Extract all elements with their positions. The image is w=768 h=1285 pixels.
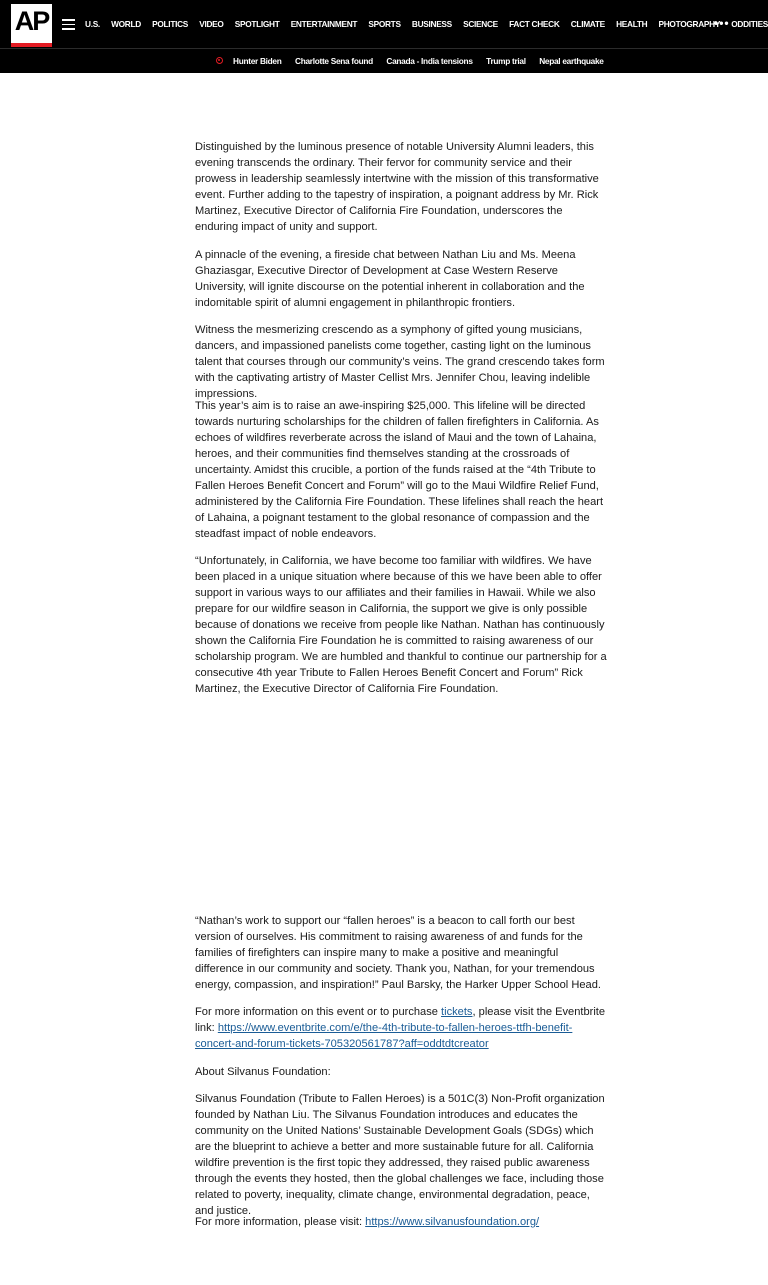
article-paragraph-8 [195, 1064, 608, 1080]
article-paragraph-2 [195, 247, 608, 311]
nav-item-photography[interactable]: PHOTOGRAPHY [658, 19, 721, 29]
ap-logo-text: AP [14, 6, 49, 36]
live-dot-icon [216, 57, 223, 64]
silvanus-foundation-link[interactable]: https://www.silvanusfoundation.org/ [365, 1216, 540, 1228]
paragraph-text: A pinnacle of the evening, a fireside chat between Nathan Liu and Ms. Meena Ghaziasgar, Executive Director of Development at Case Western Reserve University, will ignite discourse on the potential inherent in collaboration and the indomitable spirit of alumni engagement in philanthropic frontiers. [195, 249, 585, 309]
top-nav-bar [0, 0, 768, 48]
hamburger-menu-icon[interactable] [62, 19, 75, 30]
article-paragraph-7 [195, 1004, 608, 1052]
paragraph-text: Witness the mesmerizing crescendo as a symphony of gifted young musicians, dancers, and impassioned panelists come together, casting light on the luminous talent that courses through our community’s veins. The grand crescendo takes form with the captivating artistry of Master Cellist Mrs. Jennifer Chou, leaving indelible impressions. [195, 324, 605, 400]
nav-item-sports[interactable]: SPORTS [368, 19, 401, 29]
paragraph-text: Silvanus Foundation (Tribute to Fallen Heroes) is a 501C(3) Non-Profit organization founded by Nathan Liu. The Silvanus Foundation introduces and educates the community on the United Nations’ Sustainable Development Goals (SDGs) which are the blueprint to achieve a better and more sustainable future for all. California wildfire prevention is the first topic they addressed, they raised public awareness through the events they hosted, then the global challenges we face, including those related to poverty, inequality, climate change, environmental degradation, peace, and justice. [195, 1093, 605, 1217]
article-paragraph-10 [195, 1214, 608, 1230]
nav-item-fact-check[interactable]: FACT CHECK [509, 19, 560, 29]
logo-red-stripe [11, 43, 52, 47]
eventbrite-link[interactable]: https://www.eventbrite.com/e/the-4th-tribute-to-fallen-heroes-ttfh-benefit-concert-and-forum-tickets-705320561787?aff=oddtdtcreator [195, 1022, 573, 1050]
trending-item-nepal-earthquake[interactable]: Nepal earthquake [539, 56, 604, 66]
text-run: For more information on this event or to purchase [195, 1006, 442, 1018]
main-nav [85, 0, 768, 48]
paragraph-text: This year’s aim is to raise an awe-inspiring $25,000. This lifeline will be directed towards nurturing scholarships for the children of fallen firefighters in California. As echoes of wildfires reverberate across the island of Maui and the town of Lahaina, heroes, and their communities find themselves standing at the crossroads of uncertainty. Amidst this crucible, a portion of the funds raised at the “4th Tribute to Fallen Heroes Benefit Concert and Forum” will go to the Maui Wildfire Relief Fund, administered by the California Fire Foundation. These lifelines shall reach the heart of Lahaina, a poignant testament to the global resonance of compassion and the steadfast impact of noble endeavors. [195, 400, 604, 540]
trending-bar [0, 48, 768, 73]
ap-logo[interactable] [11, 4, 52, 47]
nav-item-business[interactable]: BUSINESS [411, 19, 452, 29]
nav-item-entertainment[interactable]: ENTERTAINMENT [290, 19, 358, 29]
nav-item-politics[interactable]: POLITICS [152, 19, 189, 29]
paragraph-text: Distinguished by the luminous presence of notable University Alumni leaders, this evening transcends the ordinary. Their fervor for community service and their prowess in leadership seamlessly intertwine with the mission of this transformative event. Further adding to the tapestry of inspiration, a poignant address by Mr. Rick Martinez, Executive Director of California Fire Foundation, underscores the enduring impact of unity and support. [195, 141, 599, 233]
article-paragraph-6 [195, 913, 608, 993]
more-menu-icon[interactable]: ••• [714, 16, 730, 30]
article-paragraph-3 [195, 322, 608, 402]
article-paragraph-5 [195, 553, 608, 697]
nav-item-health[interactable]: HEALTH [616, 19, 648, 29]
trending-item-canada-india[interactable]: Canada - India tensions [386, 56, 473, 66]
section-heading: About Silvanus Foundation: [195, 1066, 331, 1078]
trending-list [233, 49, 617, 73]
nav-item-science[interactable]: SCIENCE [463, 19, 498, 29]
text-run: , please visit the Eventbrite link: [195, 1006, 606, 1034]
nav-item-video[interactable]: VIDEO [199, 19, 224, 29]
paragraph-text: “Unfortunately, in California, we have become too familiar with wildfires. We have been placed in a unique situation where because of this we have been able to offer support in various ways to our affiliates and their families in Hawaii. While we also prepare for our wildfire season in California, the support we give is only possible because of donations we receive from people like Nathan. Nathan has continuously shown the California Fire Foundation he is committed to raising awareness of our scholarship program. We are humbled and thankful to continue our partnership for a consecutive 4th year Tribute to Fallen Heroes Benefit Concert and Forum” Rick Martinez, the Executive Director of California Fire Foundation. [195, 555, 607, 695]
trending-item-hunter-biden[interactable]: Hunter Biden [233, 56, 282, 66]
article-paragraph-1 [195, 139, 608, 235]
ad-placeholder [195, 712, 608, 902]
nav-item-climate[interactable]: CLIMATE [570, 19, 605, 29]
trending-item-trump-trial[interactable]: Trump trial [486, 56, 526, 66]
paragraph-text [195, 1214, 608, 1230]
paragraph-text: “Nathan’s work to support our “fallen heroes” is a beacon to call forth our best version of ourselves. His commitment to raising awareness of and funds for the families of firefighters can inspire many to make a positive and meaningful difference in our community and society. Thank you, Nathan, for your tremendous energy, compassion, and inspiration!” Paul Barsky, the Harker Upper School Head. [195, 915, 601, 991]
paragraph-text [195, 1004, 608, 1052]
article-paragraph-9 [195, 1091, 608, 1219]
nav-item-us[interactable]: U.S. [85, 19, 100, 29]
tickets-link[interactable]: tickets [441, 1006, 473, 1018]
article-paragraph-4 [195, 398, 608, 542]
nav-item-world[interactable]: WORLD [111, 19, 141, 29]
trending-item-charlotte-sena[interactable]: Charlotte Sena found [295, 56, 373, 66]
text-run: For more information, please visit: [195, 1216, 366, 1228]
nav-item-spotlight[interactable]: SPOTLIGHT [234, 19, 280, 29]
nav-item-oddities[interactable]: ODDITIES [731, 19, 768, 29]
